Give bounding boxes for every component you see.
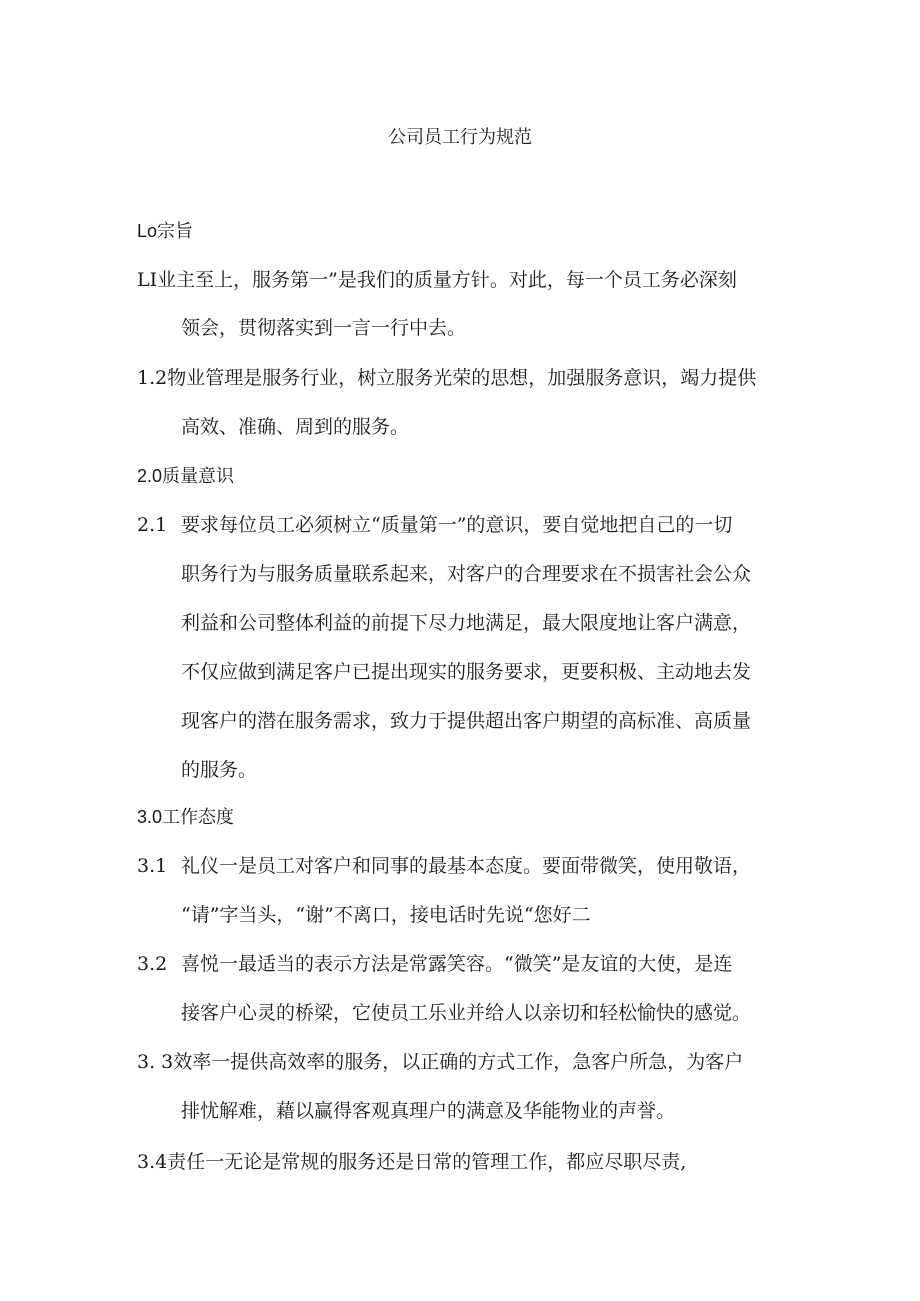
section-heading-2: 2.0质量意识 [137,466,235,486]
paragraph-line: 现客户的潜在服务需求，致力于提供超出客户期望的高标准、高质量 [181,710,752,732]
paragraph-line: 1.2物业管理是服务行业，树立服务光荣的思想，加强服务意识，竭力提供 [137,367,757,389]
item-text: 喜悦一最适当的表示方法是常露笑容。“微笑”是友谊的大使，是连 [181,953,733,975]
paragraph-line: 高效、准确、周到的服务。 [181,416,410,438]
section-heading-1: Lo宗旨 [137,221,194,241]
paragraph-line: “请”字当头，“谢”不离口，接电话时先说“您好二 [181,904,591,926]
paragraph-line: 不仅应做到满足客户已提出现实的服务要求，更要积极、主动地去发 [181,661,752,683]
paragraph-line: 职务行为与服务质量联系起来，对客户的合理要求在不损害社会公众 [181,563,752,585]
paragraph-line: 的服务。 [181,759,258,781]
item-text: 要求每位员工必须树立“质量第一”的意识，要自觉地把自己的一切 [181,514,733,536]
paragraph-line [137,950,732,978]
paragraph-line: 利益和公司整体利益的前提下尽力地满足，最大限度地让客户满意， [181,612,752,634]
paragraph-line: 接客户心灵的桥梁，它使员工乐业并给人以亲切和轻松愉快的感觉。 [181,1002,752,1024]
item-text: 礼仪一是员工对客户和同事的最基本态度。要面带微笑，使用敬语， [181,855,752,877]
paragraph-line [137,511,732,539]
paragraph-line: 3. 3效率一提供高效率的服务，以正确的方式工作，急客户所急，为客户 [137,1051,744,1073]
item-number: 3.2 [137,953,168,975]
item-number: 2.1 [137,514,168,536]
paragraph-line [137,852,751,880]
page-title: 公司员工行为规范 [388,127,532,148]
paragraph-line: LI业主至上，服务第一”是我们的质量方针。对此，每一个员工务必深刻 [137,269,737,291]
paragraph-line: 排忧解难，藉以赢得客观真理户的满意及华能物业的声誉。 [181,1100,676,1122]
section-heading-3: 3.0工作态度 [137,807,235,827]
paragraph-line: 3.4责任一无论是常规的服务还是日常的管理工作，都应尽职尽责, [137,1151,687,1173]
paragraph-line: 领会，贯彻落实到一言一行中去。 [181,317,467,339]
item-number: 3.1 [137,855,168,877]
